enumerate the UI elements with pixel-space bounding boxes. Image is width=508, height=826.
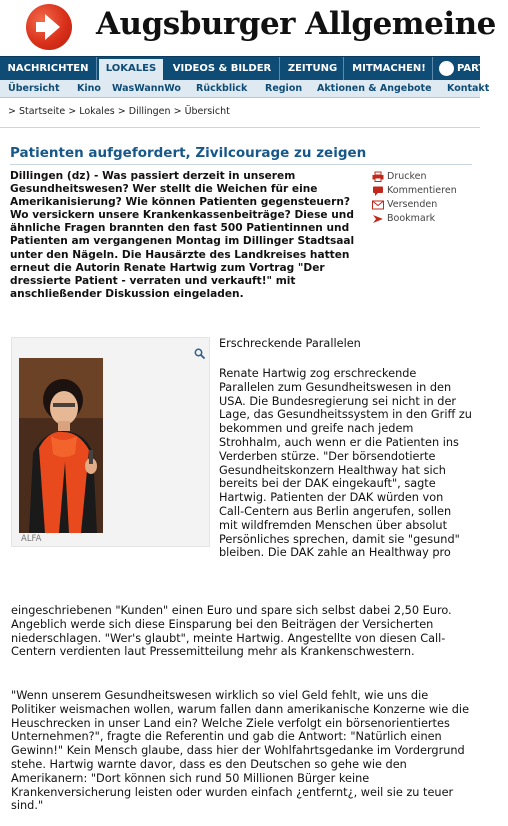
subnav-item-region[interactable]: Region bbox=[265, 83, 303, 94]
site-header bbox=[0, 0, 496, 56]
article-photo[interactable] bbox=[19, 358, 103, 533]
subnav-item-waswannwo[interactable]: WasWannWo bbox=[112, 83, 181, 94]
article-paragraph-1-continued: eingeschriebenen "Kunden" einen Euro und spare sich selbst dabei 2,50 Euro. Angeblich werde sich diese Einsparung bei den Beiträgen der Versicherten niederschlagen. "Wer's glaubt", meinte Hartwig. Angestellte von diesen Call-Centern verdienten laut Pressemitteilung mehr als Krankenschwestern. bbox=[11, 604, 452, 659]
breadcrumb-uebersicht[interactable]: > Übersicht bbox=[173, 106, 230, 117]
subnav-item-aktionen[interactable]: Aktionen & Angebote bbox=[317, 83, 432, 94]
nav-tab-videos-bilder[interactable]: VIDEOS & BILDER bbox=[165, 57, 280, 81]
title-divider bbox=[10, 164, 472, 165]
article-paragraph-1: Renate Hartwig zog erschreckende Parallelen zum Gesundheitswesen in den USA. Die Bundesregierung sei nicht in der Lage, das Gesundheitssystem in den Griff zu bekommen und greife nach jedem Strohhalm, auch wenn er die Patienten ins Verderben stürze. "Der börsendotierte Gesundheitskonzern Healthway hat sich bereits bei der DAK eingekauft", sagte Hartwig. Patienten der DAK würden von Call-Centern aus Berlin angerufen, sollen mit wildfremden Menschen über absolut Persönliches sprechen, damit sie "gesund" bleiben. Die DAK zahle an Healthway pro bbox=[219, 367, 472, 560]
globe-icon bbox=[439, 61, 454, 76]
send-tool[interactable] bbox=[372, 198, 472, 212]
comment-icon bbox=[372, 186, 384, 196]
article-image-box bbox=[11, 337, 210, 547]
print-label[interactable]: Drucken bbox=[387, 171, 427, 182]
nav-tab-nachrichten[interactable]: NACHRICHTEN bbox=[0, 57, 97, 81]
bookmark-tool[interactable] bbox=[372, 212, 472, 226]
breadcrumb bbox=[0, 98, 480, 128]
bookmark-label[interactable]: Bookmark bbox=[387, 213, 436, 224]
breadcrumb-startseite[interactable]: > Startseite bbox=[8, 106, 66, 117]
site-title[interactable]: Augsburger Allgemeine bbox=[96, 6, 496, 42]
printer-icon bbox=[372, 172, 384, 182]
nav-tab-lokales[interactable]: LOKALES bbox=[99, 59, 163, 81]
article-lead: Dillingen (dz) - Was passiert derzeit in unserem Gesundheitswesen? Wer stellt die Weichen für eine Amerikanisierung? Wie können Patienten gegensteuern? Wo versickern unsere Krankenkassenbeiträge? Diese und ähnliche Fragen brannten den fast 500 Patientinnen und Patienten am vergangenen Montag im Dillinger Stadtsaal unter den Nägeln. Die Hausärzte des Landkreises hatten erneut die Autorin Renate Hartwig zum Vortrag "Der dressierte Patient - verraten und verkauft!" mit anschließender Diskussion eingeladen. bbox=[10, 170, 355, 300]
main-navigation bbox=[0, 56, 508, 80]
send-label[interactable]: Versenden bbox=[387, 199, 438, 210]
sub-navigation bbox=[0, 80, 490, 98]
print-tool[interactable] bbox=[372, 170, 472, 184]
bookmark-icon bbox=[372, 214, 384, 224]
envelope-icon bbox=[372, 200, 384, 210]
subnav-item-uebersicht[interactable]: Übersicht bbox=[8, 83, 60, 94]
article-title: Patienten aufgefordert, Zivilcourage zu zeigen bbox=[10, 145, 367, 161]
magnifier-icon[interactable] bbox=[194, 348, 205, 359]
photo-credit: ALFA bbox=[21, 534, 42, 544]
subnav-item-kontakt[interactable]: Kontakt bbox=[447, 83, 490, 94]
comment-tool[interactable] bbox=[372, 184, 472, 198]
subnav-item-rueckblick[interactable]: Rückblick bbox=[196, 83, 248, 94]
article-paragraph-2: "Wenn unserem Gesundheitswesen wirklich so viel Geld fehlt, wie uns die Politiker weismachen wollen, warum fallen dann amerikanische Konzerne wie die Heuschrecken in unser Land ein? Welche Ziele verfolgt ein börsenorientiertes Unternehmen?", fragte die Referentin und gab die Antwort: "Natürlich einen Gewinn!" Kein Mensch glaube, dass hier der Wohlfahrtsgedanke im Vordergrund stehe. Hartwig warnte davor, dass es den Deutschen so gehe wie den Amerikanern: "Dort können sich rund 50 Millionen Bürger keine Krankenversicherung leisten oder wurden einfach ¿entfernt¿, weil sie zu teuer sind." bbox=[11, 689, 470, 813]
augsburger-arrow-logo-icon[interactable] bbox=[26, 4, 72, 50]
breadcrumb-lokales[interactable]: > Lokales bbox=[68, 106, 115, 117]
nav-tab-partner[interactable]: PARTNER bbox=[457, 63, 508, 74]
article-subheading: Erschreckende Parallelen bbox=[219, 337, 361, 350]
comment-label[interactable]: Kommentieren bbox=[387, 185, 457, 196]
breadcrumb-dillingen[interactable]: > Dillingen bbox=[117, 106, 171, 117]
nav-tab-mitmachen[interactable]: MITMACHEN! bbox=[346, 57, 433, 81]
article-tools bbox=[372, 170, 472, 226]
subnav-item-kino[interactable]: Kino bbox=[77, 83, 101, 94]
nav-tab-zeitung[interactable]: ZEITUNG bbox=[282, 57, 344, 81]
